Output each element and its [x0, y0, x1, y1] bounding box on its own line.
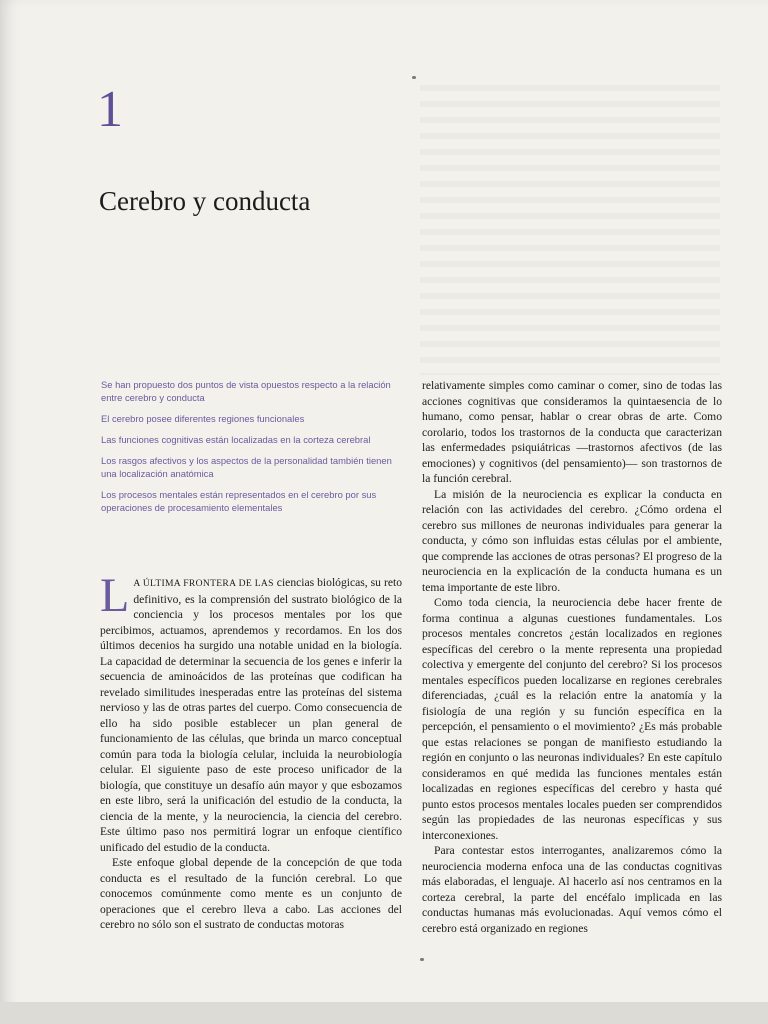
body-paragraph: relativamente simples como caminar o comer, sino de todas las acciones cognitivas que consideramos la quintaesencia de lo humano, como pensar, hablar o crear obras de arte. Como corolario, todos los trastornos de la conducta que caracterizan las enfermedades psiquiátricas —trastornos afectivos (de las emociones) y cognitivos (del pensamiento)— son trastornos de la función cerebral. [422, 379, 722, 485]
summary-item: Los rasgos afectivos y los aspectos de la personalidad también tienen una localización anatómica [101, 455, 392, 479]
body-paragraph: Como toda ciencia, la neurociencia debe hacer frente de forma continua a algunas cuestiones fundamentales. Los procesos mentales concretos ¿están localizados en regiones específicas del cerebro o la mente representa una propiedad colectiva y emergente del conjunto del cerebro? Si los procesos mentales específicos pueden localizarse en regiones cerebrales diferenciadas, ¿cuál es la relación entre la anatomía y la fisiología de una región y su función específica en la percepción, el pensamiento o el movimiento? ¿Es más probable que estas relaciones se pongan de manifiesto estudiando la región en conjunto o las neuronas individuales? En este capítulo consideramos en qué medida las funciones mentales están localizadas en regiones específicas del cerebro y hasta qué punto estos procesos mentales locales pueden ser comprendidos según las propiedades de las neuronas específicas y sus interconexiones. [422, 596, 722, 842]
paragraph-text: ciencias biológicas, su reto definitivo, es la comprensión del sustrato biológico de la conciencia y los procesos mentales por los que percibimos, actuamos, aprendemos y recordamos. En los dos últimos decenios ha surgido una notable unidad en la biología. La capacidad de determinar la secuencia de los genes e inferir la secuencia de aminoácidos de las proteínas que codifican ha revelado similitudes inesperadas entre las proteínas del sistema nervioso y las de otras partes del cuerpo. Como consecuencia de ello ha sido posible establecer un plan general de funcionamiento de las células, que brinda un marco conceptual común para toda la biología celular, incluida la neurobiología celular. El siguiente paso de este proceso unificador de la biología, que constituye un desafío aún mayor y que esbozamos en este libro, será la unificación del estudio de la conducta, la ciencia de la mente, y la neurociencia, la ciencia del cerebro. Este último paso nos permitirá lograr un enfoque científico unificado del estudio de la conducta. [100, 576, 402, 854]
drop-cap: L [100, 569, 130, 622]
chapter-title: Cerebro y conducta [99, 186, 311, 216]
lead-in-small-caps: A ÚLTIMA FRONTERA DE LAS [133, 578, 274, 589]
body-paragraph: Este enfoque global depende de la concepción de que toda conducta es el resultado de la función cerebral. Lo que conocemos comúnmente como mente es un conjunto de operaciones que el cerebro lleva a cabo. Las acciones del cerebro no sólo son el sustrato de conductas motoras [100, 856, 402, 931]
body-paragraph: Para contestar estos interrogantes, analizaremos cómo la neurociencia moderna enfoca una de las conductas cognitivas más elaboradas, el lenguaje. Al hacerlo así nos centramos en la corteza cerebral, la parte del encéfalo implicada en las conductas humanas más evolucionadas. Aquí vemos cómo el cerebro está organizado en regiones [422, 844, 722, 935]
page-bottom-edge [0, 1002, 768, 1024]
body-paragraph [100, 569, 402, 855]
body-paragraph: La misión de la neurociencia es explicar la conducta en relación con las actividades del cerebro. ¿Cómo ordena el cerebro sus millones de neuronas individuales para generar la conducta, y cómo son influidas estas células por el ambiente, que comprende las acciones de otras personas? El progreso de la neurociencia en la explicación de la conducta humana es un tema importante de este libro. [422, 487, 722, 594]
summary-item: Las funciones cognitivas están localizadas en la corteza cerebral [101, 434, 371, 445]
summary-item: Los procesos mentales están representados en el cerebro por sus operaciones de procesamiento elementales [101, 489, 377, 513]
right-column [422, 378, 722, 936]
chapter-number: 1 [97, 81, 123, 138]
show-through-text [420, 85, 720, 375]
scan-speck [412, 76, 416, 79]
left-column [100, 569, 402, 933]
summary-item: Se han propuesto dos puntos de vista opuestos respecto a la relación entre cerebro y conducta [101, 379, 391, 403]
scan-speck [420, 958, 424, 961]
chapter-summary-list [101, 378, 401, 522]
summary-item: El cerebro posee diferentes regiones funcionales [101, 413, 305, 424]
